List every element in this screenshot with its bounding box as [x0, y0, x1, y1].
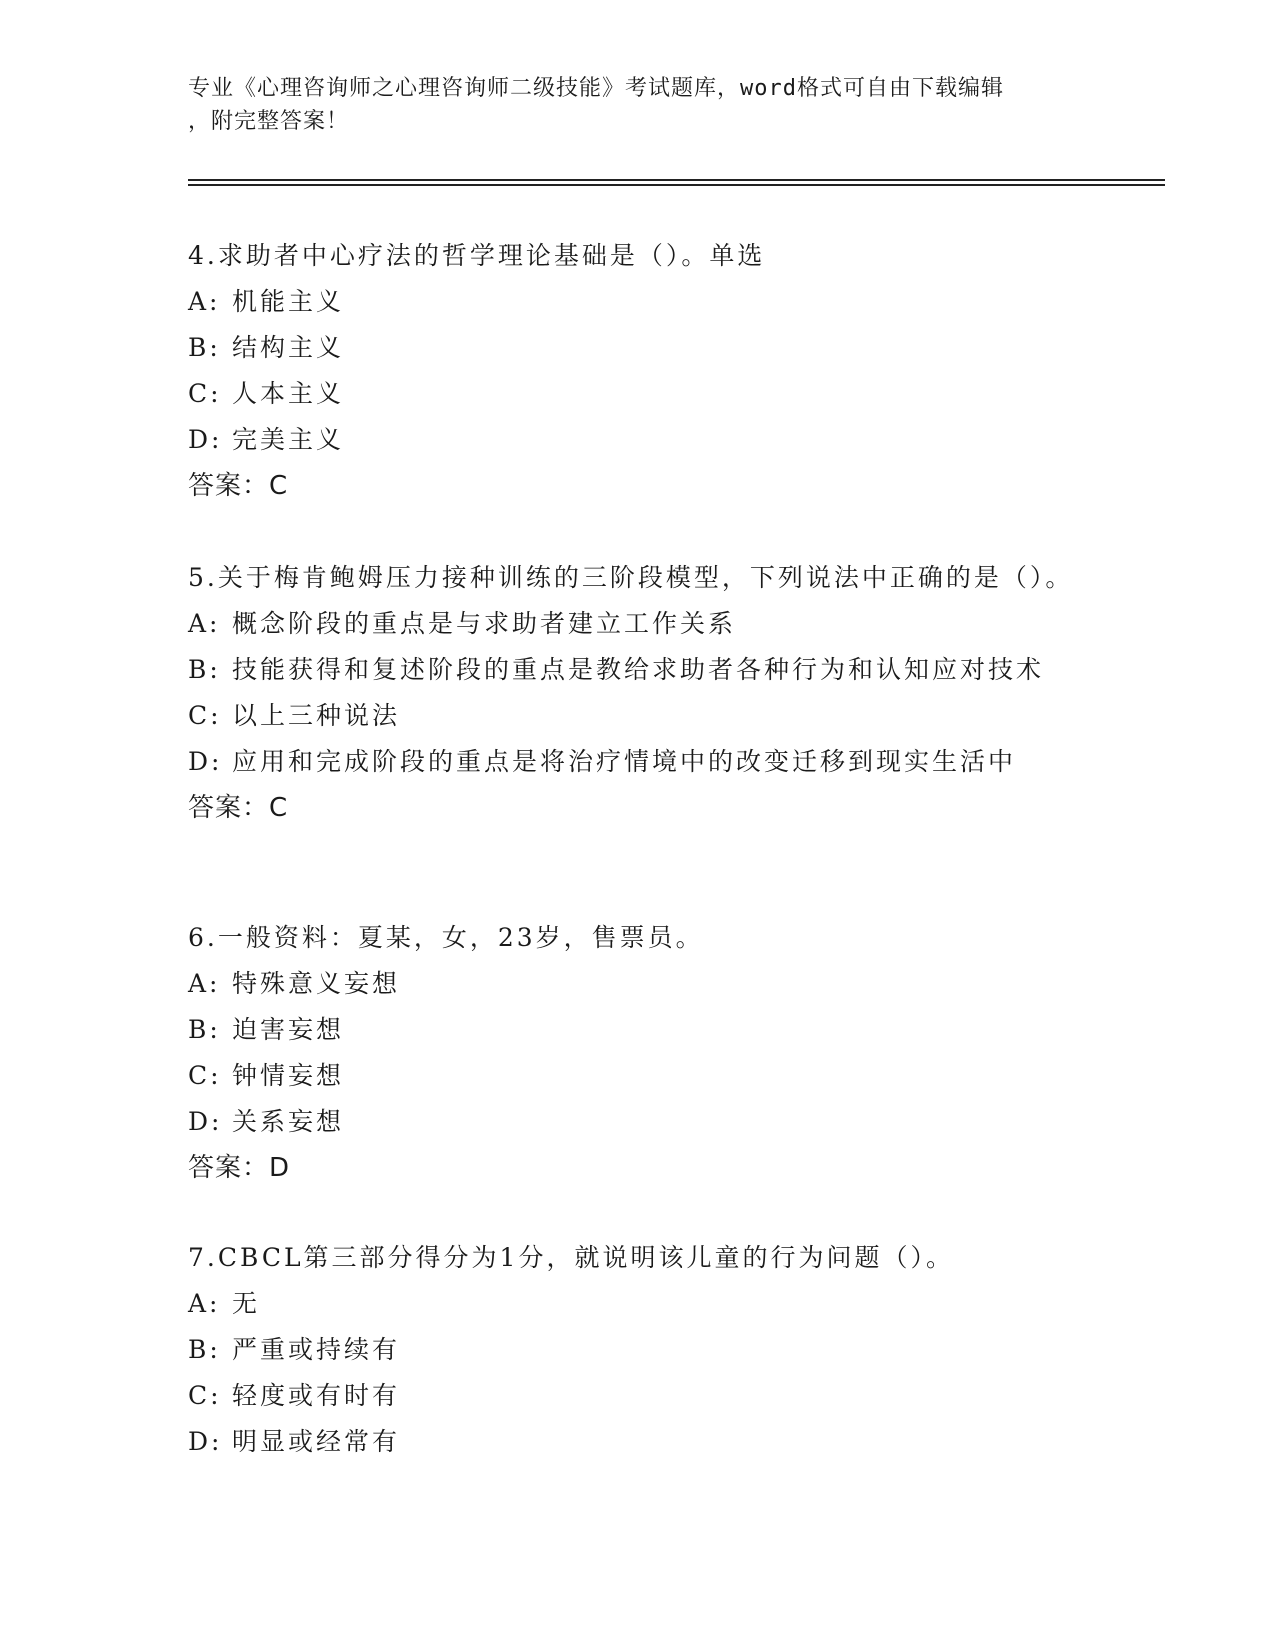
option-text: 完美主义 [232, 425, 345, 454]
document-header [188, 72, 1088, 138]
option-key: B: [188, 1015, 221, 1044]
question-stem: 4.求助者中心疗法的哲学理论基础是（）。单选 [188, 241, 766, 270]
option-d [188, 1419, 1088, 1465]
option-a [188, 1281, 1088, 1327]
option-key: C: [188, 701, 222, 730]
header-line-1: 专业《心理咨询师之心理咨询师二级技能》考试题库，word格式可自由下载编辑 [188, 76, 1004, 101]
option-key: D: [188, 1427, 223, 1456]
option-key: C: [188, 1381, 222, 1410]
option-key: A: [188, 1289, 221, 1318]
option-a [188, 601, 1088, 647]
option-key: C: [188, 1061, 222, 1090]
option-text: 结构主义 [232, 333, 345, 362]
option-text: 以上三种说法 [232, 701, 401, 730]
question-stem: 5.关于梅肯鲍姆压力接种训练的三阶段模型，下列说法中正确的是（）。 [188, 563, 1074, 592]
option-key: C: [188, 379, 222, 408]
option-a [188, 961, 1088, 1007]
question-6 [188, 915, 1088, 1191]
question-7 [188, 1235, 1088, 1465]
option-key: D: [188, 747, 223, 776]
option-b [188, 1327, 1088, 1373]
option-d [188, 739, 1088, 785]
answer-line: 答案：C [188, 793, 289, 823]
option-key: D: [188, 1107, 223, 1136]
option-a [188, 279, 1088, 325]
option-text: 技能获得和复述阶段的重点是教给求助者各种行为和认知应对技术 [232, 655, 1045, 684]
option-text: 概念阶段的重点是与求助者建立工作关系 [232, 609, 737, 638]
option-c [188, 693, 1088, 739]
option-text: 严重或持续有 [232, 1335, 401, 1364]
option-text: 无 [232, 1289, 261, 1318]
option-text: 迫害妄想 [232, 1015, 345, 1044]
option-b [188, 1007, 1088, 1053]
option-text: 应用和完成阶段的重点是将治疗情境中的改变迁移到现实生活中 [232, 747, 1017, 776]
option-text: 机能主义 [232, 287, 345, 316]
option-text: 特殊意义妄想 [232, 969, 401, 998]
option-b [188, 647, 1088, 693]
question-stem: 7.CBCL第三部分得分为1分，就说明该儿童的行为问题（）。 [188, 1243, 954, 1272]
option-text: 人本主义 [232, 379, 345, 408]
option-text: 轻度或有时有 [232, 1381, 401, 1410]
option-key: B: [188, 333, 221, 362]
option-key: A: [188, 609, 221, 638]
option-b [188, 325, 1088, 371]
option-key: A: [188, 969, 221, 998]
option-text: 关系妄想 [232, 1107, 345, 1136]
option-text: 钟情妄想 [232, 1061, 345, 1090]
option-key: B: [188, 1335, 221, 1364]
option-c [188, 371, 1088, 417]
header-divider-top [188, 179, 1165, 181]
answer-line: 答案：D [188, 1153, 291, 1183]
option-c [188, 1053, 1088, 1099]
question-4 [188, 233, 1088, 509]
option-c [188, 1373, 1088, 1419]
question-5 [188, 555, 1088, 831]
header-divider-bottom [188, 184, 1165, 186]
option-text: 明显或经常有 [232, 1427, 401, 1456]
question-stem: 6.一般资料：夏某，女，23岁，售票员。 [188, 923, 704, 952]
option-key: A: [188, 287, 221, 316]
answer-line: 答案：C [188, 471, 289, 501]
option-key: D: [188, 425, 223, 454]
option-d [188, 417, 1088, 463]
header-line-2: ，附完整答案！ [188, 109, 350, 134]
option-key: B: [188, 655, 221, 684]
option-d [188, 1099, 1088, 1145]
